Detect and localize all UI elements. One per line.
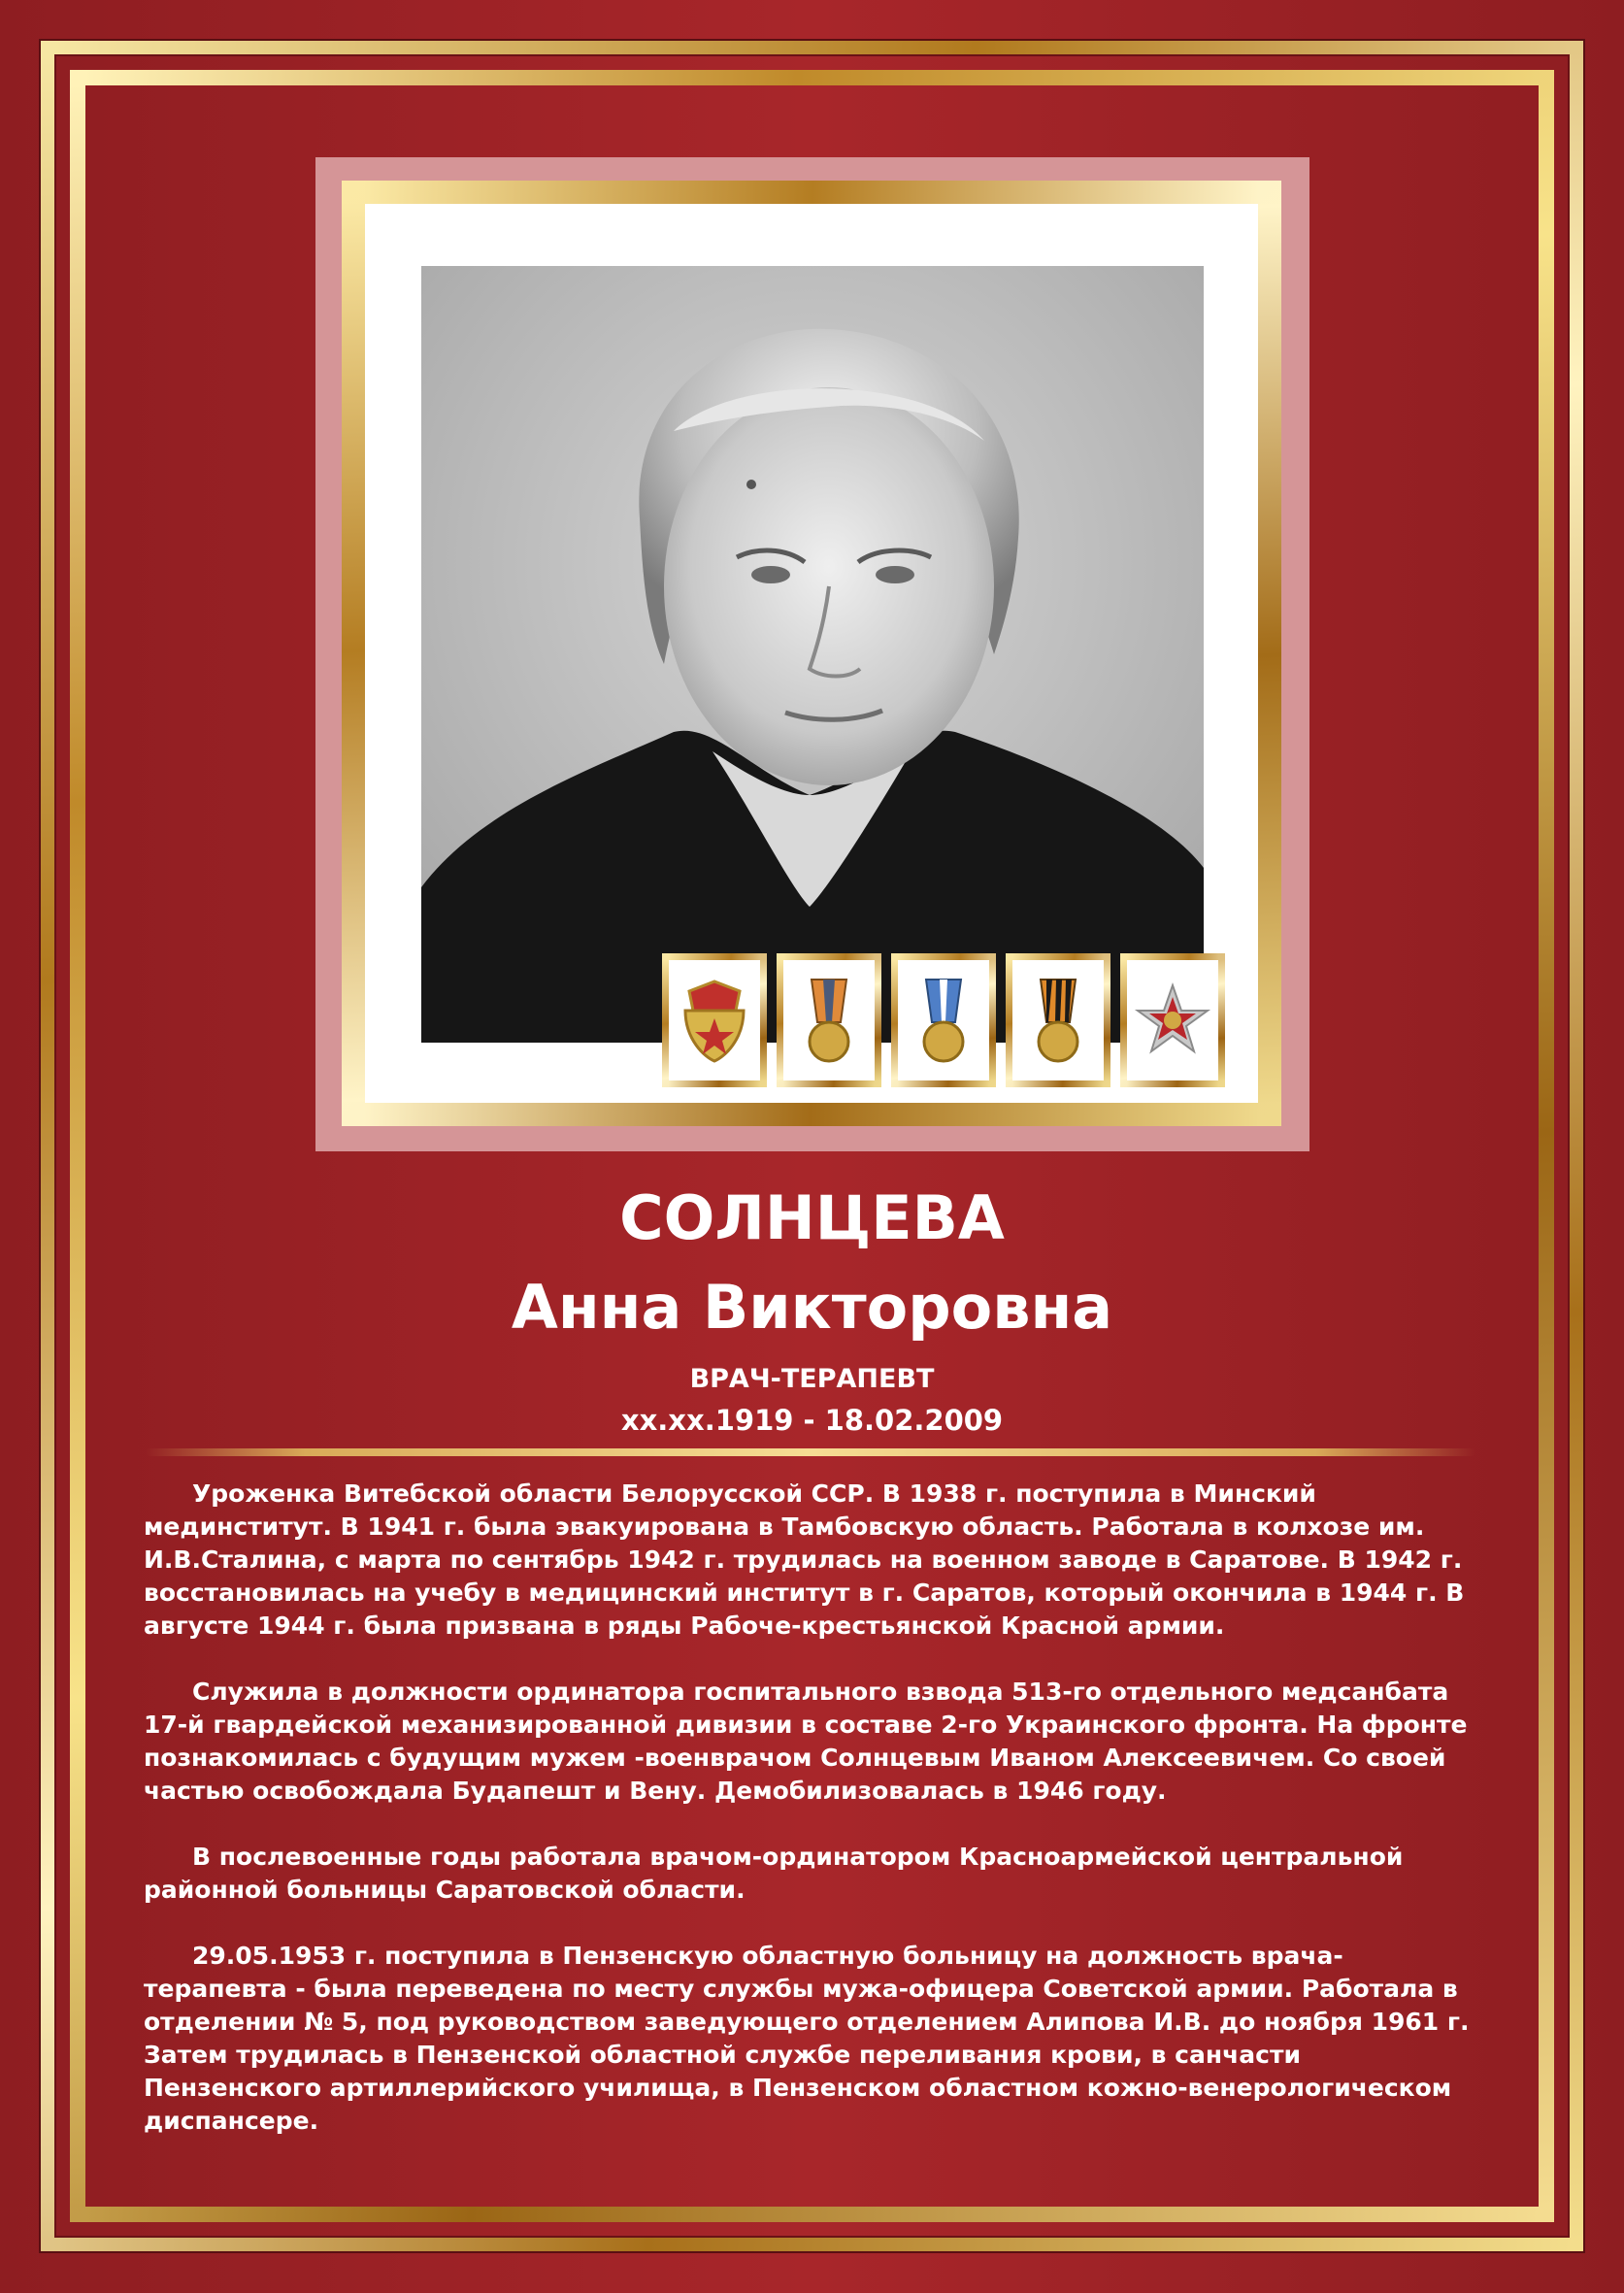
guards-badge-icon: [676, 972, 753, 1069]
medal-frame: [1120, 953, 1225, 1087]
gold-divider: [146, 1448, 1475, 1456]
profession: ВРАЧ-ТЕРАПЕВТ: [689, 1364, 935, 1394]
biography: [144, 1478, 1483, 2171]
life-dates: хх.хх.1919 - 18.02.2009: [620, 1404, 1004, 1437]
biography-paragraph: Уроженка Витебской области Белорусской ССР. В 1938 г. поступила в Минский мединститут. В 1941 г. была эвакуирована в Тамбовскую область. Работала в колхозе им. И.В.Сталина, с марта по сентябрь 1942 г. трудилась на военном заводе в Саратове. В 1942 г. восстановилась на учебу в медицинский институт в г. Саратов, который окончила в 1944 г. В августе 1944 г. была призвана в ряды Рабоче-крестьянской Красной армии.: [144, 1479, 1465, 1640]
biography-paragraph: В послевоенные годы работала врачом-ординатором Красноармейской центральной районной больницы Саратовской области.: [144, 1843, 1404, 1904]
biography-paragraph: Служила в должности ординатора госпитального взвода 513-го отдельного медсанбата 17-й гвардейской механизированной дивизии в составе 2-го Украинского фронта. На фронте познакомилась с будущим мужем -военврачом Солнцевым Иваном Алексеевичем. Со своей частью освобождала Будапешт и Вену. Демобилизовалась в 1946 году.: [144, 1678, 1468, 1805]
order-patriotic-war-icon: [1134, 972, 1211, 1069]
surname: СОЛНЦЕВА: [619, 1182, 1005, 1253]
medals-row: [662, 953, 1225, 1087]
portrait-photo: [421, 266, 1204, 1043]
medal-blue-ribbon-icon: [905, 972, 982, 1069]
medal-frame: [891, 953, 996, 1087]
medal-frame: [1006, 953, 1110, 1087]
medal-st-george-ribbon-icon: [1019, 972, 1097, 1069]
medal-orange-ribbon-icon: [790, 972, 868, 1069]
medal-frame: [662, 953, 767, 1087]
medal-frame: [777, 953, 881, 1087]
portrait-illustration: [421, 266, 1204, 1043]
biography-paragraph: 29.05.1953 г. поступила в Пензенскую областную больницу на должность врача-терапевта - была переведена по месту службы мужа-офицера Советской армии. Работала в отделении № 5, под руководством заведующего отделением Алипова И.В. до ноября 1961 г. Затем трудилась в Пензенской областной службе переливания крови, в санчасти Пензенского артиллерийского училища, в Пензенском областном кожно-венерологическом диспансере.: [144, 1942, 1470, 2135]
given-name: Анна Викторовна: [511, 1272, 1113, 1343]
